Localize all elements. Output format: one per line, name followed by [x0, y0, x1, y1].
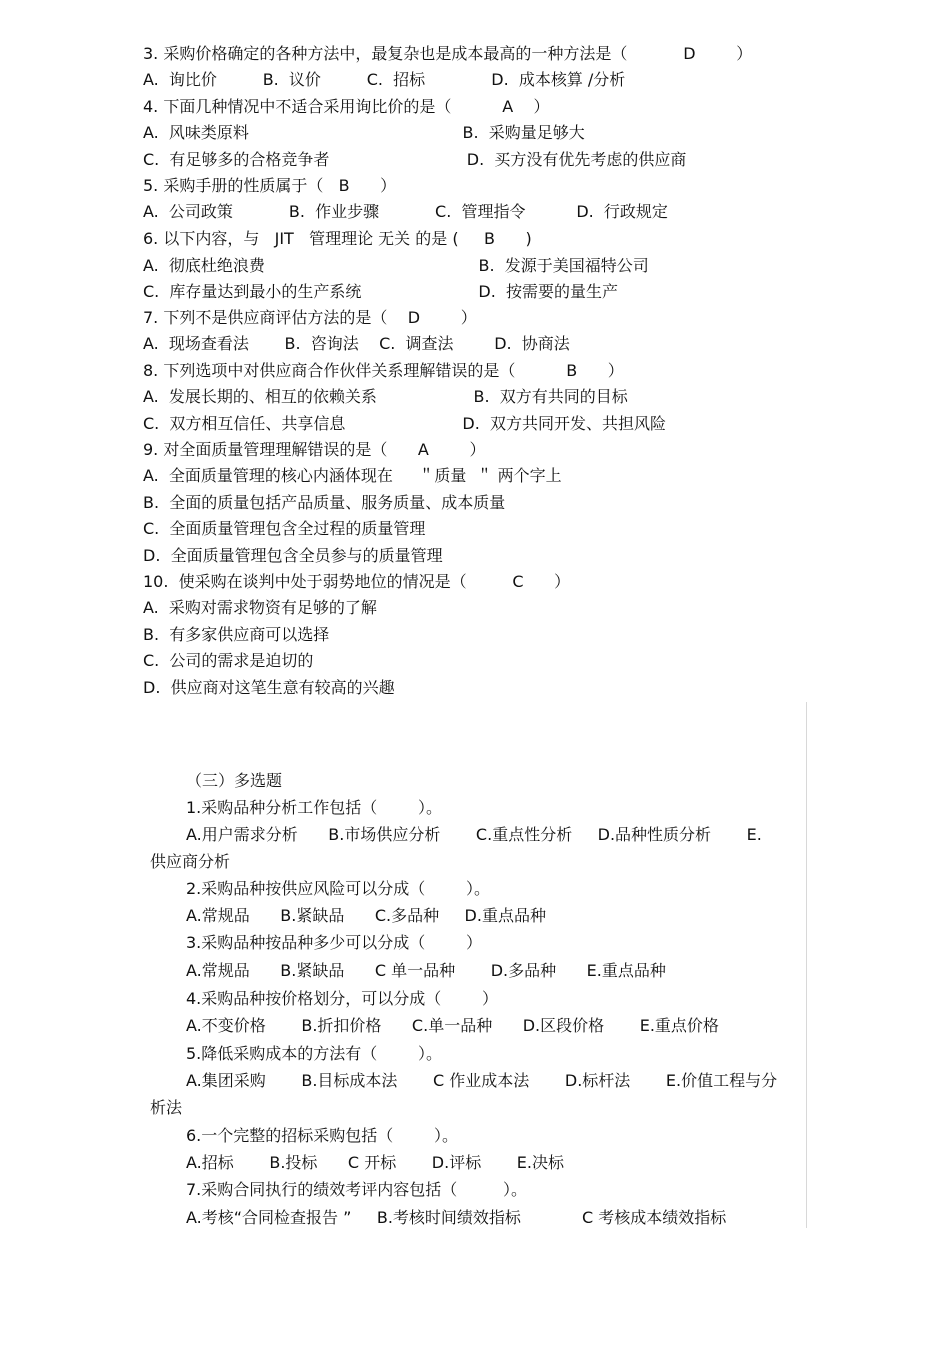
question-10-option-b: B. 有多家供应商可以选择 — [143, 625, 330, 644]
multi-question-1: 1.采购品种分析工作包括（ ）。 — [186, 798, 442, 817]
multi-question-5-options-wrap: 析法 — [150, 1098, 183, 1117]
multi-question-6: 6.一个完整的招标采购包括（ ）。 — [186, 1126, 458, 1145]
question-3: 3. 采购价格确定的各种方法中，最复杂也是成本最高的一种方法是（ D ） — [143, 44, 753, 63]
multi-question-3: 3.采购品种按品种多少可以分成（ ） — [186, 933, 482, 952]
question-9: 9. 对全面质量管理理解错误的是（ A ） — [143, 440, 486, 459]
multi-question-5-options: A.集团采购 B.目标成本法 C 作业成本法 D.标杆法 E.价值工程与分 — [186, 1071, 778, 1090]
multi-question-1-options-wrap: 供应商分析 — [150, 852, 231, 871]
question-8-options-row-2: C. 双方相互信任、共享信息 D. 双方共同开发、共担风险 — [143, 414, 666, 433]
question-6: 6. 以下内容，与 JIT 管理理论 无关 的是 ( B ) — [143, 229, 532, 248]
multi-question-5: 5.降低采购成本的方法有（ ）。 — [186, 1044, 442, 1063]
question-10: 10. 使采购在谈判中处于弱势地位的情况是（ C ） — [143, 572, 571, 591]
question-4-options-row-2: C. 有足够多的合格竞争者 D. 买方没有优先考虑的供应商 — [143, 150, 687, 169]
question-5-options: A. 公司政策 B. 作业步骤 C. 管理指令 D. 行政规定 — [143, 202, 668, 221]
question-4-options-row-1: A. 风味类原料 B. 采购量足够大 — [143, 123, 585, 142]
question-5: 5. 采购手册的性质属于（ B ） — [143, 176, 397, 195]
question-9-option-d: D. 全面质量管理包含全员参与的质量管理 — [143, 546, 443, 565]
question-3-options: A. 询比价 B. 议价 C. 招标 D. 成本核算 /分析 — [143, 70, 626, 89]
question-6-options-row-2: C. 库存量达到最小的生产系统 D. 按需要的量生产 — [143, 282, 618, 301]
question-9-option-c: C. 全面质量管理包含全过程的质量管理 — [143, 519, 426, 538]
question-8: 8. 下列选项中对供应商合作伙伴关系理解错误的是（ B ） — [143, 361, 624, 380]
question-7-options: A. 现场查看法 B. 咨询法 C. 调查法 D. 协商法 — [143, 334, 570, 353]
question-9-option-a: A. 全面质量管理的核心内涵体现在 ＂质量 ＂ 两个字上 — [143, 466, 562, 485]
multi-question-2-options: A.常规品 B.紧缺品 C.多品种 D.重点品种 — [186, 906, 546, 925]
multi-question-6-options: A.招标 B.投标 C 开标 D.评标 E.决标 — [186, 1153, 564, 1172]
question-9-option-b: B. 全面的质量包括产品质量、服务质量、成本质量 — [143, 493, 506, 512]
question-8-options-row-1: A. 发展长期的、相互的依赖关系 B. 双方有共同的目标 — [143, 387, 628, 406]
question-10-option-a: A. 采购对需求物资有足够的了解 — [143, 598, 377, 617]
multi-question-7: 7.采购合同执行的绩效考评内容包括（ ）。 — [186, 1180, 528, 1199]
question-10-option-d: D. 供应商对这笔生意有较高的兴趣 — [143, 678, 395, 697]
multi-question-2: 2.采购品种按供应风险可以分成（ ）。 — [186, 879, 490, 898]
multi-question-3-options: A.常规品 B.紧缺品 C 单一品种 D.多品种 E.重点品种 — [186, 961, 666, 980]
question-7: 7. 下列不是供应商评估方法的是（ D ） — [143, 308, 477, 327]
question-6-options-row-1: A. 彻底杜绝浪费 B. 发源于美国福特公司 — [143, 256, 649, 275]
question-4: 4. 下面几种情况中不适合采用询比价的是（ A ） — [143, 97, 550, 116]
multi-question-1-options: A.用户需求分析 B.市场供应分析 C.重点性分析 D.品种性质分析 E. — [186, 825, 762, 844]
question-10-option-c: C. 公司的需求是迫切的 — [143, 651, 314, 670]
page-edge-divider — [806, 702, 807, 1228]
multi-question-4-options: A.不变价格 B.折扣价格 C.单一品种 D.区段价格 E.重点价格 — [186, 1016, 719, 1035]
section-heading-multiple-choice: （三）多选题 — [186, 771, 283, 790]
multi-question-4: 4.采购品种按价格划分，可以分成（ ） — [186, 989, 498, 1008]
multi-question-7-options: A.考核“合同检查报告 ” B.考核时间绩效指标 C 考核成本绩效指标 — [186, 1208, 727, 1227]
